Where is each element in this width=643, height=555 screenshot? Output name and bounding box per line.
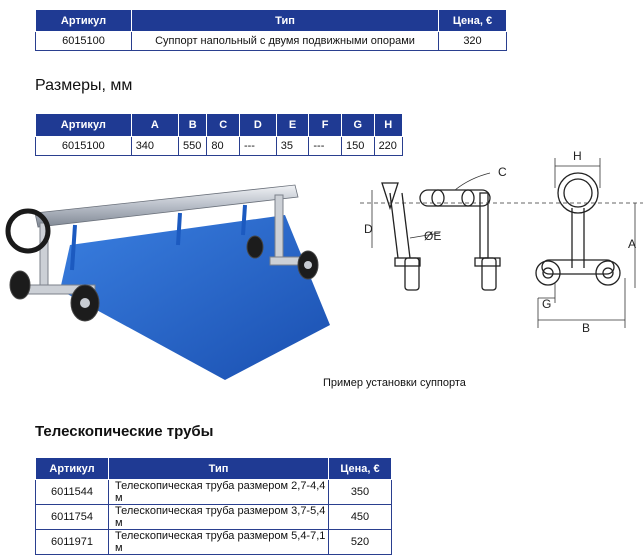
cell-type: Телескопическая труба размером 5,4-7,1 м bbox=[109, 530, 329, 555]
reel-photo bbox=[0, 175, 330, 385]
header-price: Цена, € bbox=[329, 458, 392, 480]
cell-article: 6015100 bbox=[36, 32, 132, 51]
telescopic-table bbox=[35, 457, 392, 555]
header-article: Артикул bbox=[36, 10, 132, 32]
label-g: G bbox=[542, 297, 552, 311]
table-row bbox=[36, 505, 392, 530]
sizes-heading: Размеры, мм bbox=[35, 77, 133, 94]
table-header-row bbox=[36, 10, 507, 32]
header-article: Артикул bbox=[36, 114, 132, 137]
cell-article: 6011971 bbox=[36, 530, 109, 555]
header-type: Тип bbox=[109, 458, 329, 480]
pool-cover bbox=[60, 215, 330, 380]
cell-price: 350 bbox=[329, 480, 392, 505]
header-d: D bbox=[239, 114, 276, 137]
cell-type: Телескопическая труба размером 2,7-4,4 м bbox=[109, 480, 329, 505]
table-row bbox=[36, 137, 403, 156]
table-row bbox=[36, 480, 392, 505]
label-h: H bbox=[573, 149, 582, 163]
dimension-diagram bbox=[360, 148, 643, 348]
header-h: H bbox=[374, 114, 402, 137]
cell-h: 220 bbox=[374, 137, 402, 156]
cell-a: 340 bbox=[131, 137, 178, 156]
photo-caption: Пример установки суппорта bbox=[323, 377, 466, 389]
header-c: C bbox=[207, 114, 240, 137]
cell-e: 35 bbox=[276, 137, 309, 156]
table-row bbox=[36, 530, 392, 555]
cell-price: 320 bbox=[439, 32, 507, 51]
header-f: F bbox=[309, 114, 342, 137]
label-c: C bbox=[498, 165, 507, 179]
header-article: Артикул bbox=[36, 458, 109, 480]
cell-type: Суппорт напольный с двумя подвижными опорами bbox=[132, 32, 439, 51]
label-e: ØE bbox=[424, 229, 442, 243]
cell-d: --- bbox=[239, 137, 276, 156]
cell-c: 80 bbox=[207, 137, 240, 156]
telescopic-heading: Телескопические трубы bbox=[35, 423, 214, 440]
header-e: E bbox=[276, 114, 309, 137]
cell-g: 150 bbox=[341, 137, 374, 156]
header-price: Цена, € bbox=[439, 10, 507, 32]
header-g: G bbox=[341, 114, 374, 137]
cell-article: 6011544 bbox=[36, 480, 109, 505]
header-type: Тип bbox=[132, 10, 439, 32]
label-d: D bbox=[364, 222, 373, 236]
cell-price: 450 bbox=[329, 505, 392, 530]
cell-b: 550 bbox=[179, 137, 207, 156]
table-header-row bbox=[36, 458, 392, 480]
header-a: A bbox=[131, 114, 178, 137]
cell-article: 6015100 bbox=[36, 137, 132, 156]
cell-article: 6011754 bbox=[36, 505, 109, 530]
cell-f: --- bbox=[309, 137, 342, 156]
product-table bbox=[35, 9, 507, 51]
sizes-table bbox=[35, 113, 403, 156]
label-b: B bbox=[582, 321, 591, 335]
table-row bbox=[36, 32, 507, 51]
header-b: B bbox=[179, 114, 207, 137]
cell-type: Телескопическая труба размером 3,7-5,4 м bbox=[109, 505, 329, 530]
table-header-row bbox=[36, 114, 403, 137]
cell-price: 520 bbox=[329, 530, 392, 555]
label-a: A bbox=[628, 237, 637, 251]
